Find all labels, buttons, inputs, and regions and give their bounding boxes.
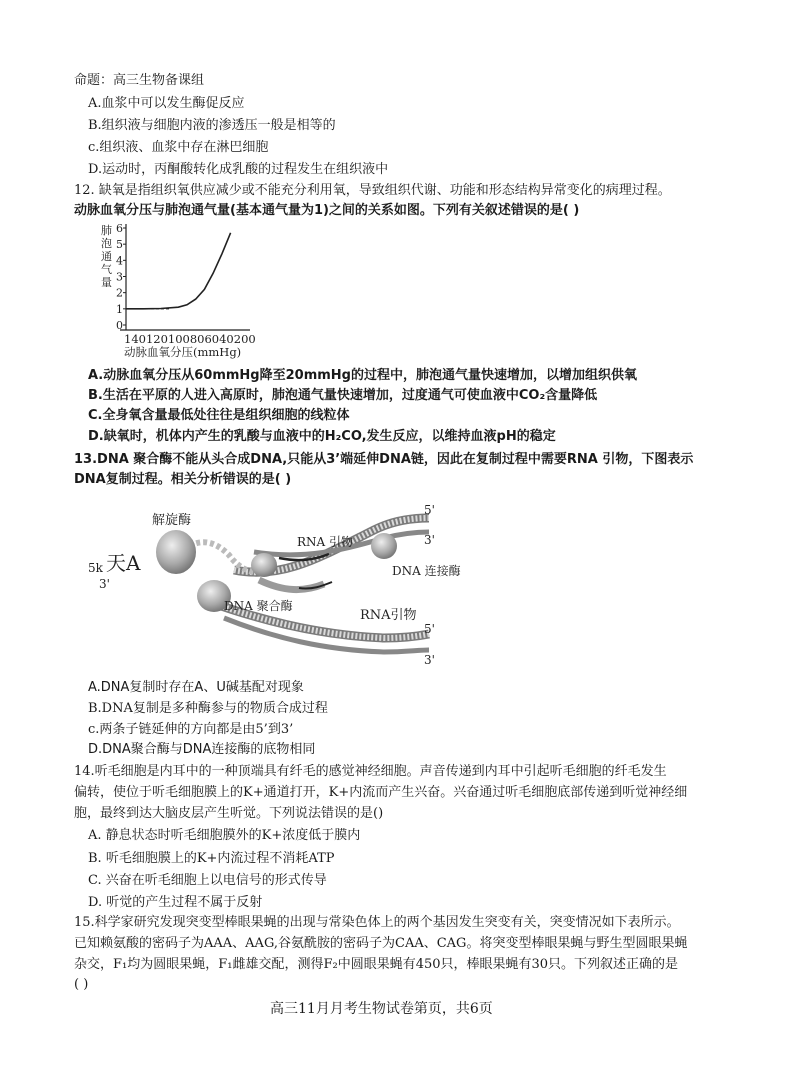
q13-option-a: A.DNA复制时存在A、U碱基配对现象 [88, 680, 304, 695]
q12-curve [126, 233, 231, 309]
q12-x-tick-labels: 140120100806040200 [124, 332, 256, 346]
q13-option-c: c.两条子链延伸的方向都是由5’到3’ [88, 722, 294, 737]
q12-option-d: D.缺氧时，机体内产生的乳酸与血液中的H₂CO,发生反应，以维持血液pH的稳定 [88, 429, 556, 444]
label-bottom-5: 5' [424, 622, 435, 636]
label-top-3: 3' [424, 533, 435, 547]
label-dna-polymerase: DNA 聚合酶 [224, 599, 293, 613]
q13-option-b: B.DNA复制是多种酶参与的物质合成过程 [88, 701, 328, 716]
q14-option-d: D. 听觉的产生过程不属于反射 [88, 895, 263, 910]
q12-y-tick-label: 1 [116, 302, 123, 316]
q14-option-c: C. 兴奋在听毛细胞上以电信号的形式传导 [88, 873, 327, 888]
q13-option-d: D.DNA聚合酶与DNA连接酶的底物相同 [88, 742, 316, 757]
exam-author-line: 命题：高三生物备课组 [74, 73, 205, 88]
q14-stem-line1: 14.听毛细胞是内耳中的一种顶端具有纤毛的感觉神经细胞。声音传递到内耳中引起听毛细胞的纤毛发生 [74, 764, 667, 779]
q12-y-tick-label: 3 [116, 270, 123, 284]
q13-stem-line1: 13.DNA 聚合酶不能从头合成DNA,只能从3’端延伸DNA链，因此在复制过程中需要RNA 引物，下图表示 [74, 452, 694, 467]
q12-option-b: B.生活在平原的人进入高原时，肺泡通气量快速增加，过度通气可使血液中CO₂含量降低 [88, 388, 598, 403]
q15-stem-line3: 杂交，F₁均为圆眼果蝇，F₁雌雄交配，测得F₂中圆眼果蝇有450只，棒眼果蝇有30只。下列叙述正确的是 [74, 957, 679, 972]
q15-stem-line1: 15.科学家研究发现突变型棒眼果蝇的出现与常染色体上的两个基因发生突变有关，突变情况如下表所示。 [74, 915, 680, 930]
q12-option-c: C.全身氧含量最低处往往是组织细胞的线粒体 [88, 408, 350, 423]
q11-option-a: A.血浆中可以发生酶促反应 [88, 96, 245, 111]
svg-text:通: 通 [101, 250, 112, 263]
q11-option-b: B.组织液与细胞内液的渗透压一般是相等的 [88, 118, 336, 133]
q12-chart [90, 218, 290, 363]
svg-text:肺: 肺 [101, 224, 112, 237]
label-bottom-3: 3' [424, 653, 435, 667]
label-helicase: 解旋酶 [152, 513, 192, 528]
q12-y-tick-label: 4 [116, 254, 123, 268]
label-left-3: 3' [99, 577, 110, 591]
q14-option-b: B. 听毛细胞膜上的K+内流过程不消耗ATP [88, 851, 335, 866]
q14-option-a: A. 静息状态时听毛细胞膜外的K+浓度低于膜内 [88, 828, 361, 843]
ligase-enzyme [371, 533, 397, 559]
q12-option-a: A.动脉血氧分压从60mmHg降至20mmHg的过程中，肺泡通气量快速增加，以增加组织供氧 [88, 368, 637, 383]
label-left-glyph: 天A [106, 551, 141, 575]
q12-y-tick-label: 5 [116, 238, 123, 252]
q13-stem-line2: DNA复制过程。相关分析错误的是( ) [74, 472, 292, 487]
q15-stem-line4: ( ) [74, 977, 89, 992]
svg-text:量: 量 [101, 276, 112, 289]
q13-dna-replication-diagram [84, 500, 464, 672]
q12-xlabel: 动脉血氧分压(mmHg) [124, 345, 242, 359]
svg-text:泡: 泡 [101, 237, 112, 250]
q11-option-d: D.运动时，丙酮酸转化成乳酸的过程发生在组织液中 [88, 162, 389, 177]
q11-option-c: c.组织液、血浆中存在淋巴细胞 [88, 140, 269, 155]
label-dna-ligase: DNA 连接酶 [392, 564, 461, 578]
polymerase-enzyme-top [251, 553, 277, 577]
label-top-5: 5' [424, 503, 435, 517]
q12-stem-line2: 动脉血氧分压与肺泡通气量(基本通气量为1)之间的关系如图。下列有关叙述错误的是( ) [74, 203, 580, 218]
label-rna-primer-2: RNA引物 [360, 608, 417, 623]
label-rna-primer-1: RNA 引物 [297, 535, 354, 549]
q12-y-tick-label: 2 [116, 286, 123, 300]
q12-y-tick-label: 6 [116, 222, 123, 235]
q14-stem-line2: 偏转，使位于听毛细胞膜上的K+通道打开，K+内流而产生兴奋。兴奋通过听毛细胞底部传递到听觉神经细 [74, 785, 688, 800]
page-footer: 高三11月月考生物试卷第页，共6页 [270, 1001, 493, 1017]
label-left-5: 5k [88, 561, 103, 575]
q12-ylabel [101, 223, 112, 289]
svg-text:气: 气 [101, 263, 112, 276]
q15-stem-line2: 已知赖氨酸的密码子为AAA、AAG,谷氨酰胺的密码子为CAA、CAG。将突变型棒眼果蝇与野生型圆眼果蝇 [74, 936, 688, 951]
q12-stem-line1: 12. 缺氧是指组织氧供应减少或不能充分利用氧，导致组织代谢、功能和形态结构异常变化的病理过程。 [74, 183, 671, 198]
q14-stem-line3: 胞，最终到达大脑皮层产生听觉。下列说法错误的是() [74, 806, 384, 821]
helicase-enzyme [156, 530, 196, 574]
q12-y-tick-label: 0 [116, 319, 123, 332]
